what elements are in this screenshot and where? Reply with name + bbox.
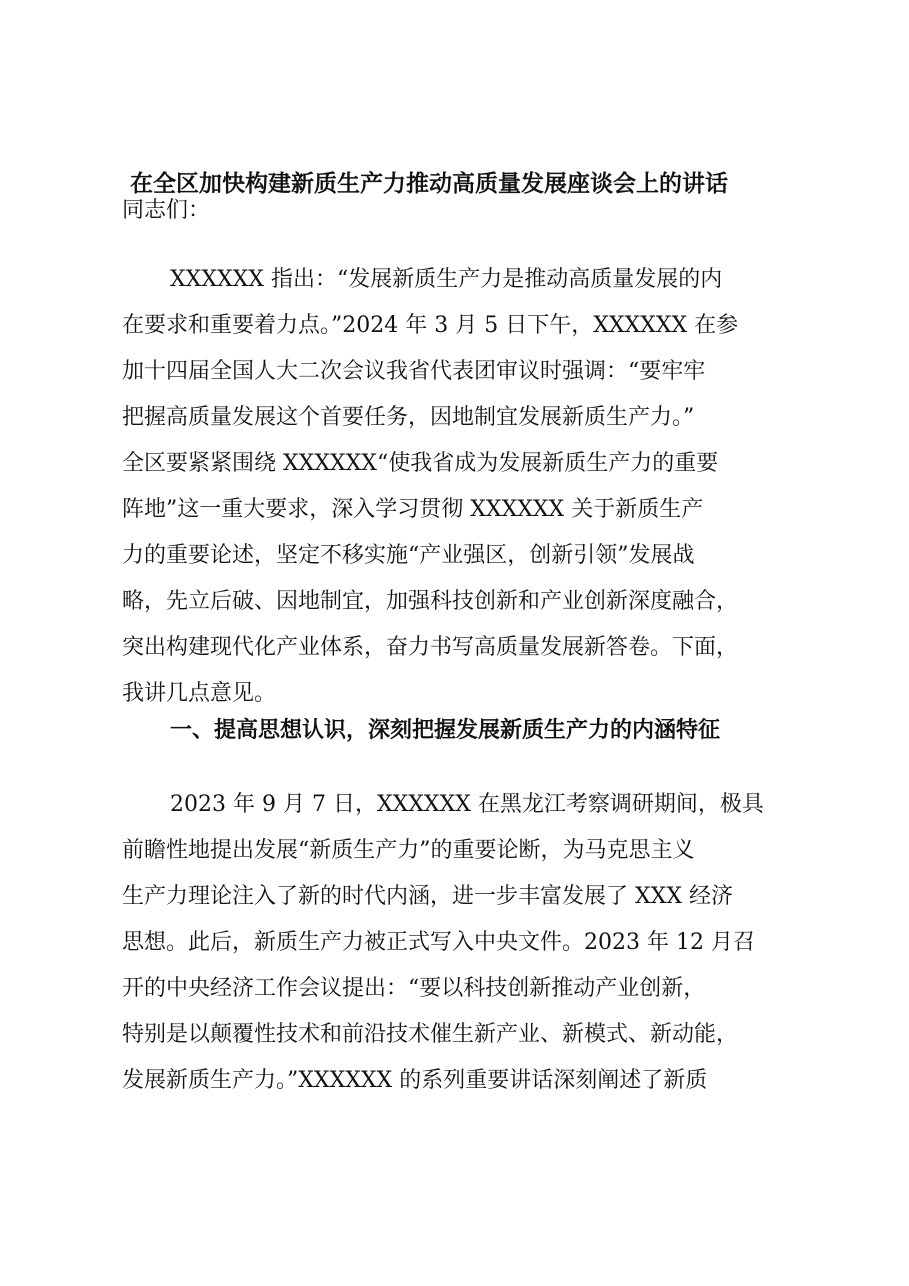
text-line: 生产力理论注入了新的时代内涵，进一步丰富发展了 XXX 经济 [122, 884, 733, 909]
text-line: 思想。此后，新质生产力被正式写入中央文件。2023 年 12 月召 [122, 930, 755, 955]
paragraph-intro [122, 257, 802, 717]
text-line: 发展新质生产力。”XXXXXX 的系列重要讲话深刻阐述了新质 [122, 1068, 708, 1093]
paragraph-section-1 [122, 782, 802, 1104]
text-line: 开的中央经济工作会议提出：“要以科技创新推动产业创新， [122, 976, 706, 1001]
text-line: 我讲几点意见。 [122, 681, 277, 706]
text-line: XXXXXX 指出：“发展新质生产力是推动高质量发展的内 [170, 267, 723, 292]
section-heading-1: 一、提高思想认识，深刻把握发展新质生产力的内涵特征 [170, 718, 721, 743]
text-line: 加十四届全国人大二次会议我省代表团审议时强调：“要牢牢 [122, 359, 706, 384]
text-line: 特别是以颠覆性技术和前沿技术催生新产业、新模式、新动能， [122, 1022, 739, 1047]
document-title: 在全区加快构建新质生产力推动高质量发展座谈会上的讲话 [130, 170, 728, 197]
salutation: 同志们： [122, 198, 211, 223]
text-line: 在要求和重要着力点。”2024 年 3 月 5 日下午，XXXXXX 在参 [122, 313, 739, 338]
text-line: 2023 年 9 月 7 日，XXXXXX 在黑龙江考察调研期间，极具 [170, 792, 764, 817]
text-line: 突出构建现代化产业体系，奋力书写高质量发展新答卷。下面， [122, 635, 739, 660]
text-line: 略，先立后破、因地制宜，加强科技创新和产业创新深度融合， [122, 589, 739, 614]
text-line: 前瞻性地提出发展“新质生产力”的重要论断，为马克思主义 [122, 838, 695, 863]
text-line: 阵地”这一重大要求，深入学习贯彻 XXXXXX 关于新质生产 [122, 497, 704, 522]
text-line: 全区要紧紧围绕 XXXXXX“使我省成为发展新质生产力的重要 [122, 451, 719, 476]
text-line: 力的重要论述，坚定不移实施“产业强区，创新引领”发展战 [122, 543, 695, 568]
text-line: 把握高质量发展这个首要任务，因地制宜发展新质生产力。” [122, 405, 695, 430]
